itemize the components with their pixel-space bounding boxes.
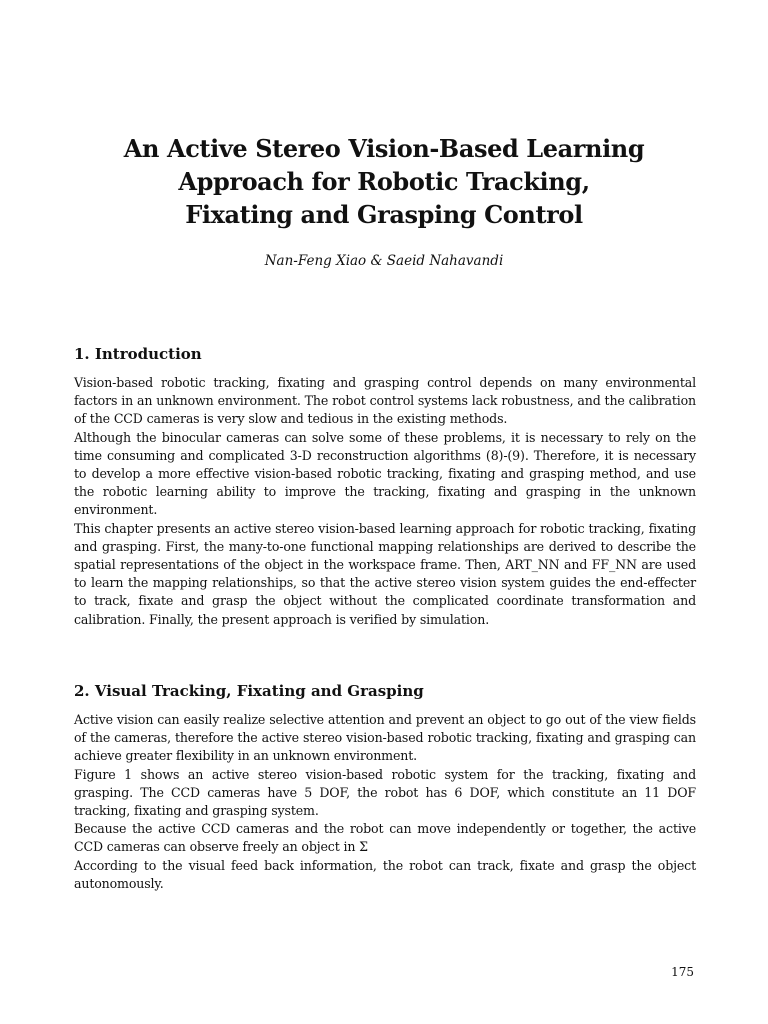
title-line-3: Fixating and Grasping Control — [185, 200, 583, 229]
section-heading-introduction: 1. Introduction — [74, 345, 202, 363]
page-number: 175 — [671, 965, 694, 979]
title-line-2: Approach for Robotic Tracking, — [178, 167, 590, 196]
title-line-1: An Active Stereo Vision-Based Learning — [123, 134, 645, 163]
section-introduction — [74, 344, 696, 629]
paragraph: Vision-based robotic tracking, fixating and grasping control depends on many environmental factors in an unknown environment. The robot control systems lack robustness, and the calibration of the CCD cameras is very slow and tedious in the existing methods. — [74, 375, 696, 427]
paragraph: According to the visual feed back information, the robot can track, fixate and grasp the object autonomously. — [74, 857, 696, 891]
author-list: Nan-Feng Xiao & Saeid Nahavandi — [264, 253, 504, 269]
section-heading-visual-tracking: 2. Visual Tracking, Fixating and Grasping — [74, 682, 424, 700]
paragraph: Active vision can easily realize selective attention and prevent an object to go out of the view fields of the cameras, therefore the active stereo vision-based robotic tracking, fixating and grasping can achieve greater flexibility in an unknown environment. — [74, 712, 696, 764]
paragraph: Because the active CCD cameras and the robot can move independently or together, the active CCD cameras can observe freely an object in Σ — [74, 821, 696, 855]
paragraph: Although the binocular cameras can solve some of these problems, it is necessary to rely on the time consuming and complicated 3-D reconstruction algorithms (8)-(9). Therefore, it is necessary to develop a more effective vision-based robotic tracking, fixating and grasping method, and use the robotic learning ability to improve the tracking, fixating and grasping in the unknown environment. — [74, 429, 696, 518]
paragraph: Figure 1 shows an active stereo vision-based robotic system for the tracking, fixating and grasping. The CCD cameras have 5 DOF, the robot has 6 DOF, which constitute an 11 DOF tracking, fixating and grasping system. — [74, 766, 696, 819]
paragraph: This chapter presents an active stereo vision-based learning approach for robotic tracking, fixating and grasping. First, the many-to-one functional mapping relationships are derived to describe the spatial representations of the object in the workspace frame. Then, ART_NN and FF_NN are used to learn the mapping relationships, so that the active stereo vision system guides the end-effecter to track, fixate and grasp the object without the complicated coordinate transformation and calibration. Finally, the present approach is verified by simulation. — [74, 520, 696, 627]
section-visual-tracking — [74, 681, 696, 893]
paper-title — [74, 132, 694, 231]
